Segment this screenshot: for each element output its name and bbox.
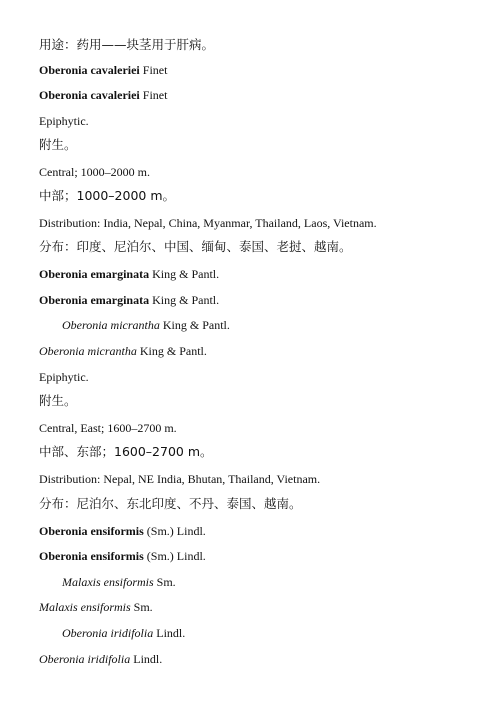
author: Finet — [139, 88, 168, 102]
text: Central, East; 1600–2700 m. — [39, 421, 177, 435]
text: Central; 1000–2000 m. — [39, 165, 150, 179]
species-name: Oberonia emarginata — [39, 267, 150, 281]
synonym-name: Oberonia iridifolia — [62, 626, 154, 640]
species-heading — [39, 523, 206, 539]
distribution-line-zh — [39, 239, 352, 255]
species-name: Oberonia emarginata — [39, 293, 150, 307]
species-heading — [39, 292, 219, 308]
text: 中部；1000–2000 m。 — [39, 188, 176, 203]
synonym-name: Malaxis ensiformis — [39, 600, 131, 614]
synonym-line — [62, 625, 185, 641]
distribution-line-zh — [39, 496, 302, 512]
author: Lindl. — [130, 652, 163, 666]
text: 附生。 — [39, 393, 77, 408]
species-name: Oberonia ensiformis — [39, 524, 144, 538]
synonym-name: Oberonia micrantha — [62, 318, 160, 332]
habit-line — [39, 369, 89, 385]
species-name: Oberonia cavaleriei — [39, 63, 140, 77]
author: (Sm.) Lindl. — [143, 524, 206, 538]
range-line-zh — [39, 444, 213, 460]
text: 附生。 — [39, 137, 77, 152]
distribution-line — [39, 215, 377, 231]
habit-line-zh — [39, 137, 77, 153]
synonym-name: Oberonia iridifolia — [39, 652, 131, 666]
synonym-name: Malaxis ensiformis — [62, 575, 154, 589]
distribution-line — [39, 471, 320, 487]
species-heading — [39, 266, 219, 282]
author: King & Pantl. — [159, 318, 230, 332]
species-heading — [39, 62, 167, 78]
range-line — [39, 420, 177, 436]
text: Distribution: India, Nepal, China, Myanmar, Thailand, Laos, Vietnam. — [39, 216, 377, 230]
range-line — [39, 164, 150, 180]
author: Sm. — [153, 575, 176, 589]
species-name: Oberonia cavaleriei — [39, 88, 140, 102]
habit-line-zh — [39, 393, 77, 409]
species-name: Oberonia ensiformis — [39, 549, 144, 563]
text: 中部、东部；1600–2700 m。 — [39, 444, 213, 459]
range-line-zh — [39, 188, 175, 204]
author: Sm. — [130, 600, 153, 614]
text: Epiphytic. — [39, 370, 89, 384]
species-heading — [39, 548, 206, 564]
synonym-line — [62, 574, 176, 590]
author: King & Pantl. — [149, 293, 220, 307]
text: Distribution: Nepal, NE India, Bhutan, Thailand, Vietnam. — [39, 472, 321, 486]
author: King & Pantl. — [136, 344, 207, 358]
synonym-line — [39, 343, 207, 359]
text: 分布：印度、尼泊尔、中国、缅甸、泰国、老挝、越南。 — [39, 239, 352, 254]
author: Lindl. — [153, 626, 186, 640]
author: (Sm.) Lindl. — [143, 549, 206, 563]
text: 分布：尼泊尔、东北印度、不丹、泰国、越南。 — [39, 496, 302, 511]
synonym-name: Oberonia micrantha — [39, 344, 137, 358]
synonym-line — [39, 599, 153, 615]
author: King & Pantl. — [149, 267, 220, 281]
text: Epiphytic. — [39, 114, 89, 128]
synonym-line — [39, 651, 162, 667]
synonym-line — [62, 317, 230, 333]
habit-line — [39, 113, 89, 129]
uses-line-zh — [39, 37, 214, 53]
text: 用途：药用——块茎用于肝病。 — [39, 37, 215, 52]
author: Finet — [139, 63, 168, 77]
species-heading — [39, 87, 167, 103]
